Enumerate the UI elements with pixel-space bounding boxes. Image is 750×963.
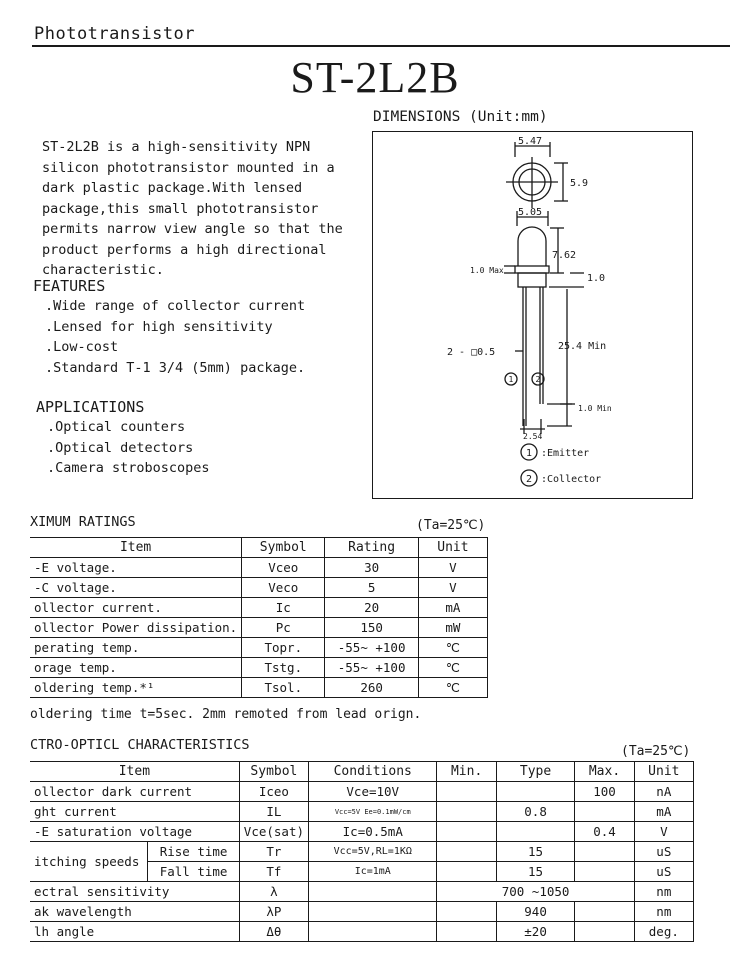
unit: mA: [634, 802, 693, 822]
sub-item: Rise time: [148, 842, 239, 862]
typ: [496, 822, 575, 842]
item: -E voltage.: [30, 558, 242, 578]
dim-label-5-05: 5.05: [518, 207, 543, 218]
typ: 940: [496, 902, 575, 922]
symbol: Veco: [242, 578, 325, 598]
max-ratings-heading: XIMUM RATINGS: [30, 514, 136, 530]
unit: V: [418, 558, 487, 578]
unit: uS: [634, 862, 693, 882]
dim-label-1-0-min: 1.0 Min: [578, 404, 612, 413]
symbol: λP: [239, 902, 308, 922]
category-title: Phototransistor: [34, 24, 196, 44]
features-list: [45, 296, 305, 378]
table-row: [30, 782, 694, 802]
min: [437, 802, 496, 822]
col-item: Item: [30, 538, 242, 558]
rating: -55~ +100: [325, 638, 418, 658]
symbol: Ic: [242, 598, 325, 618]
dim-label-7-62: 7.62: [552, 250, 577, 261]
unit: nm: [634, 902, 693, 922]
item: ollector dark current: [30, 782, 239, 802]
item: oldering temp.*¹: [30, 678, 242, 698]
unit: V: [634, 822, 693, 842]
side-view-dome: [518, 227, 546, 266]
symbol: Tsol.: [242, 678, 325, 698]
col-type: Type: [496, 762, 575, 782]
dimensions-title: DIMENSIONS (Unit:mm): [373, 109, 548, 125]
conditions: [309, 882, 437, 902]
unit: deg.: [634, 922, 693, 942]
conditions: Ic=1mA: [309, 862, 437, 882]
eo-characteristics-condition: (Ta=25℃): [621, 744, 691, 759]
feature-item: .Wide range of collector current: [45, 298, 306, 314]
features-heading: FEATURES: [33, 277, 106, 295]
dim-label-5-9: 5.9: [570, 178, 589, 189]
max: 0.4: [575, 822, 634, 842]
rating: 20: [325, 598, 418, 618]
table-row: [30, 618, 488, 638]
max-ratings-condition: (Ta=25℃): [416, 518, 486, 533]
conditions: Vcc=5V,RL=1KΩ: [309, 842, 437, 862]
dim-label-lead-size: 2 - □0.5: [447, 347, 496, 358]
min: [437, 902, 496, 922]
symbol: IL: [239, 802, 308, 822]
item: -C voltage.: [30, 578, 242, 598]
max: [575, 922, 634, 942]
table-row: [30, 802, 694, 822]
dimension-drawing: [372, 131, 693, 499]
side-view-base: [518, 273, 546, 287]
product-description: ST-2L2B is a high-sensitivity NPN silicon phototransistor mounted in a dark plastic package.With lensed package,this small phototransistor permits narrow view angle so that the product performs a high directional characteristic.: [42, 139, 343, 278]
rating: 5: [325, 578, 418, 598]
eo-characteristics-table: [30, 761, 694, 942]
eo-characteristics-heading: CTRO-OPTICL CHARACTERISTICS: [30, 737, 250, 753]
rating: 260: [325, 678, 418, 698]
col-unit: Unit: [418, 538, 487, 558]
feature-item: .Standard T-1 3/4 (5mm) package.: [45, 359, 306, 376]
item: ollector Power dissipation.: [30, 618, 242, 638]
table-header-row: [30, 538, 488, 558]
table-row: [30, 578, 488, 598]
item: ollector current.: [30, 598, 242, 618]
table-row: [30, 638, 488, 658]
table-row: [30, 922, 694, 942]
symbol: Topr.: [242, 638, 325, 658]
dim-label-2-54: 2.54: [523, 432, 543, 441]
sub-item: Fall time: [148, 862, 239, 882]
table-row: [30, 822, 694, 842]
conditions: [309, 922, 437, 942]
min: [437, 822, 496, 842]
dim-label-1-0: 1.0: [587, 273, 606, 284]
typ: [496, 782, 575, 802]
feature-item: .Lensed for high sensitivity: [45, 318, 273, 335]
conditions: Vce=10V: [309, 782, 437, 802]
max: 100: [575, 782, 634, 802]
table-row: [30, 882, 694, 902]
item: -E saturation voltage: [30, 822, 239, 842]
symbol: Δθ: [239, 922, 308, 942]
soldering-note: oldering time t=5sec. 2mm remoted from lead orign.: [30, 707, 422, 722]
col-conditions: Conditions: [309, 762, 437, 782]
table-row: [30, 558, 488, 578]
min: [437, 862, 496, 882]
item: ectral sensitivity: [30, 882, 239, 902]
max: [575, 842, 634, 862]
application-item: .Optical counters: [47, 419, 186, 435]
unit: uS: [634, 842, 693, 862]
legend1-mark: 1: [526, 448, 533, 459]
conditions: [309, 902, 437, 922]
symbol: Tr: [239, 842, 308, 862]
col-max: Max.: [575, 762, 634, 782]
typ: 0.8: [496, 802, 575, 822]
col-min: Min.: [437, 762, 496, 782]
table-row: [30, 598, 488, 618]
symbol: Pc: [242, 618, 325, 638]
unit: nA: [634, 782, 693, 802]
conditions: Ic=0.5mA: [309, 822, 437, 842]
rating: -55~ +100: [325, 658, 418, 678]
item: lh angle: [30, 922, 239, 942]
symbol: λ: [239, 882, 308, 902]
max: [575, 902, 634, 922]
item-group: itching speeds: [30, 842, 148, 882]
symbol: Vceo: [242, 558, 325, 578]
legend2-mark: 2: [526, 474, 533, 485]
applications-list: [47, 417, 210, 479]
unit: ℃: [418, 658, 487, 678]
symbol: Iceo: [239, 782, 308, 802]
col-symbol: Symbol: [239, 762, 308, 782]
max: [575, 862, 634, 882]
header-rule: [32, 45, 730, 47]
max-ratings-table: [30, 537, 488, 698]
unit: ℃: [418, 678, 487, 698]
pin1-mark: 1: [508, 375, 514, 384]
unit: mW: [418, 618, 487, 638]
symbol: Tf: [239, 862, 308, 882]
symbol: Tstg.: [242, 658, 325, 678]
min: [437, 782, 496, 802]
rating: 150: [325, 618, 418, 638]
dim-label-1-0-max: 1.0 Max: [470, 266, 504, 275]
unit: ℃: [418, 638, 487, 658]
application-item: .Camera stroboscopes: [47, 460, 210, 476]
col-unit: Unit: [634, 762, 693, 782]
unit: mA: [418, 598, 487, 618]
item: ak wavelength: [30, 902, 239, 922]
symbol: Vce(sat): [239, 822, 308, 842]
min: [437, 922, 496, 942]
applications-heading: APPLICATIONS: [36, 398, 145, 416]
legend-collector: :Collector: [541, 474, 602, 485]
part-number-title: ST-2L2B: [290, 53, 460, 102]
rating: 30: [325, 558, 418, 578]
application-item: .Optical detectors: [47, 439, 194, 456]
table-row: [30, 902, 694, 922]
dim-label-5-47: 5.47: [518, 136, 543, 147]
min: [437, 842, 496, 862]
item: ght current: [30, 802, 239, 822]
table-row: [30, 678, 488, 698]
item: orage temp.: [30, 658, 242, 678]
unit: V: [418, 578, 487, 598]
dim-label-25-4-min: 25.4 Min: [558, 341, 607, 352]
table-row: [30, 842, 694, 862]
legend-emitter: :Emitter: [541, 448, 590, 459]
col-rating: Rating: [325, 538, 418, 558]
pin2-mark: 2: [535, 375, 541, 384]
table-header-row: [30, 762, 694, 782]
conditions: Vcc=5V Ee=0.1mW/cm: [309, 802, 437, 822]
typ: ±20: [496, 922, 575, 942]
unit: nm: [634, 882, 693, 902]
typ: 15: [496, 862, 575, 882]
side-view-flange: [515, 266, 549, 273]
feature-item: .Low-cost: [45, 339, 119, 355]
item: perating temp.: [30, 638, 242, 658]
col-item: Item: [30, 762, 239, 782]
table-row: [30, 658, 488, 678]
typ: 15: [496, 842, 575, 862]
range: 700 ~1050: [437, 882, 634, 902]
col-symbol: Symbol: [242, 538, 325, 558]
max: [575, 802, 634, 822]
